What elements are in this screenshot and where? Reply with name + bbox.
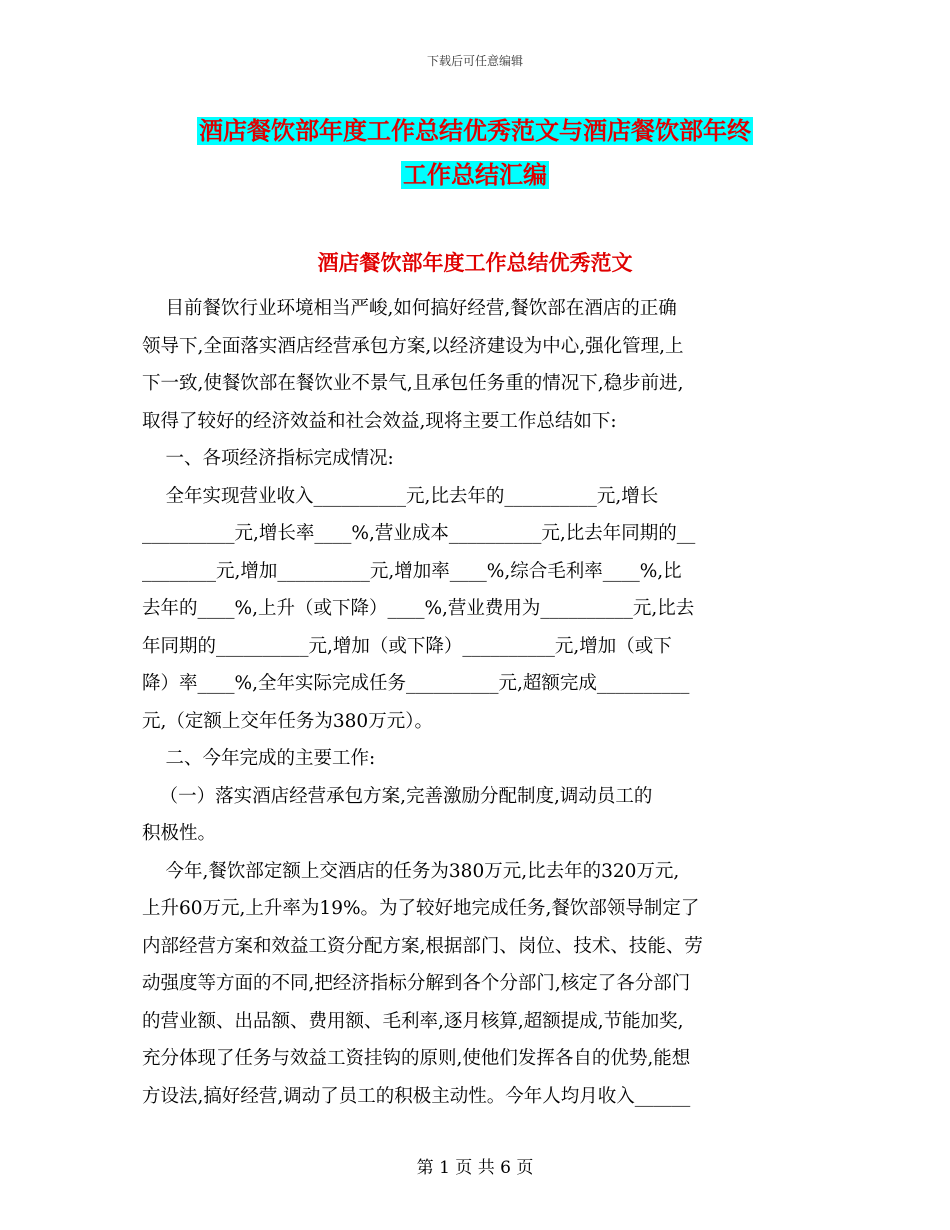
body-line: 今年,餐饮部定额上交酒店的任务为380万元,比去年的320万元, (142, 860, 680, 882)
body-line: （一）落实酒店经营承包方案,完善激励分配制度,调动员工的 (142, 785, 653, 807)
body-text (142, 290, 802, 1115)
body-line: 动强度等方面的不同,把经济指标分解到各个分部门,核定了各分部门 (142, 973, 691, 994)
document-title-text-1: 酒店餐饮部年度工作总结优秀范文与酒店餐饮部年终 (199, 117, 751, 145)
body-line: 上升60万元,上升率为19%。为了较好地完成任务,餐饮部领导制定了 (142, 898, 700, 919)
section-title: 酒店餐饮部年度工作总结优秀范文 (317, 251, 633, 275)
body-line: 二、今年完成的主要工作: (142, 748, 376, 769)
body-line: 一、各项经济指标完成情况: (142, 448, 394, 469)
body-line: 领导下,全面落实酒店经营承包方案,以经济建设为中心,强化管理,上 (142, 335, 684, 357)
body-line: 充分体现了任务与效益工资挂钩的原则,使他们发挥各自的优势,能想 (142, 1048, 691, 1069)
document-title-text-2: 工作总结汇编 (403, 161, 547, 189)
body-line: 内部经营方案和效益工资分配方案,根据部门、岗位、技术、技能、劳 (142, 935, 703, 957)
document-title-line-2 (0, 157, 950, 193)
body-line: 方设法,搞好经营,调动了员工的积极主动性。今年人均月收入______ (142, 1085, 691, 1107)
body-line: 年同期的__________元,增加（或下降）__________元,增加（或下 (142, 635, 672, 657)
body-line: 下一致,使餐饮部在餐饮业不景气,且承包任务重的情况下,稳步前进, (142, 373, 684, 394)
page-header-note: 下载后可任意编辑 (426, 54, 523, 68)
body-line: ________元,增加__________元,增加率____%,综合毛利率____%,比 (142, 560, 682, 582)
page-number-footer: 第 1 页 共 6 页 (416, 1158, 534, 1178)
body-line: 取得了较好的经济效益和社会效益,现将主要工作总结如下: (142, 410, 617, 432)
body-line: 目前餐饮行业环境相当严峻,如何搞好经营,餐饮部在酒店的正确 (142, 298, 677, 319)
body-line: 元,（定额上交年任务为380万元）。 (142, 710, 433, 732)
body-line: 全年实现营业收入__________元,比去年的__________元,增长 (142, 485, 659, 507)
body-line: 的营业额、出品额、费用额、毛利率,逐月核算,超额提成,节能加奖, (142, 1010, 684, 1032)
body-line: 降）率____%,全年实际完成任务__________元,超额完成__________ (142, 673, 690, 694)
body-line: 积极性。 (142, 823, 217, 844)
body-line: __________元,增长率____%,营业成本__________元,比去年同期的__ (142, 523, 696, 544)
document-title-line-1 (0, 113, 950, 149)
body-line: 去年的____%,上升（或下降）____%,营业费用为__________元,比去 (142, 598, 695, 619)
